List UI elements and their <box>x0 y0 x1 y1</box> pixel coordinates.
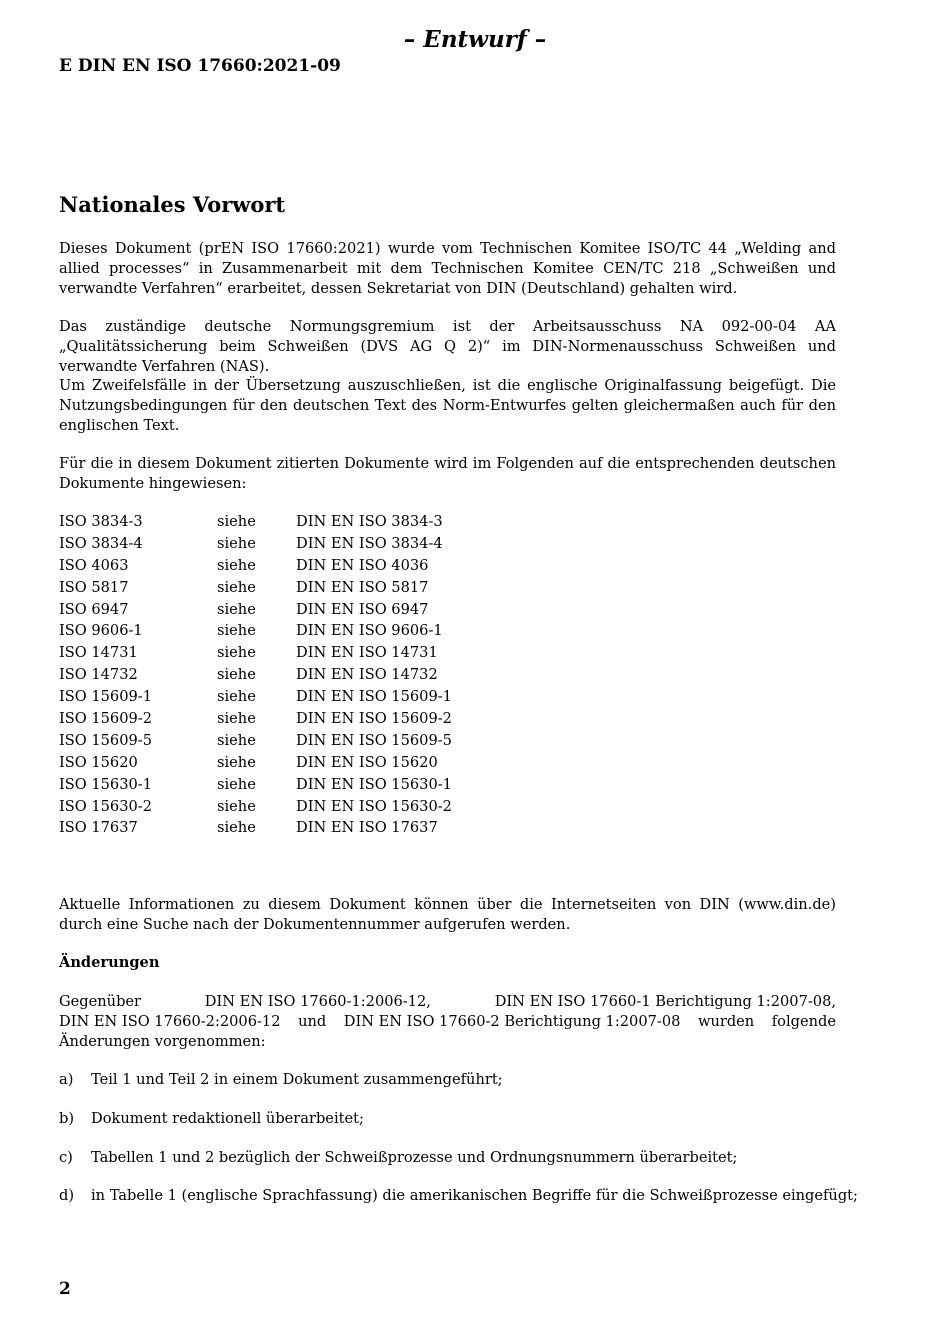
siehe-text: siehe <box>217 513 256 530</box>
list-label: c) <box>59 1149 73 1166</box>
list-text: in Tabelle 1 (englische Sprachfassung) die amerikanischen Begriffe für die Schweißprozesse eingefügt; <box>91 1187 858 1204</box>
siehe-text: siehe <box>217 775 256 793</box>
list-label: a) <box>59 1071 74 1088</box>
reference-table <box>59 511 452 839</box>
intro-word: DIN EN ISO 17660-1:2006-12, <box>204 993 431 1010</box>
paragraph-committee: Dieses Dokument (prEN ISO 17660:2021) wurde vom Technischen Komitee ISO/TC 44 „Welding and allied processes“ in Zusammenarbeit mit dem Technischen Komitee CEN/TC 218 „Schweißen und verwandte Verfahren“ erarbeitet, dessen Sekretariat von DIN (Deutschland) gehalten wird. <box>59 240 836 297</box>
page-number: 2 <box>59 1279 71 1299</box>
din-ref: DIN EN ISO 15630-1 <box>296 775 452 793</box>
siehe-text: siehe <box>217 556 256 574</box>
table-row <box>59 642 452 664</box>
din-ref: DIN EN ISO 15620 <box>296 753 438 771</box>
table-row <box>59 817 452 839</box>
iso-ref: ISO 5817 <box>59 578 129 596</box>
iso-ref: ISO 3834-3 <box>59 513 143 530</box>
paragraph-references-intro: Für die in diesem Dokument zitierten Dokumente wird im Folgenden auf die entsprechenden deutschen Dokumente hingewiesen: <box>59 455 836 492</box>
table-row <box>59 555 452 577</box>
table-row <box>59 752 452 774</box>
din-ref: DIN EN ISO 15609-2 <box>296 710 452 728</box>
siehe-text: siehe <box>217 688 256 706</box>
paragraph-standards-body: Das zuständige deutsche Normungsgremium ist der Arbeitsausschuss NA 092-00-04 AA „Qualitätssicherung beim Schweißen (DVS AG Q 2)“ im DIN-Normenausschuss Schweißen und verwandte Verfahren (NAS). <box>59 318 836 375</box>
list-label: b) <box>59 1110 75 1127</box>
din-ref: DIN EN ISO 9606-1 <box>296 622 443 640</box>
intro-word: DIN EN ISO 17660-1 Berichtigung 1:2007-08, <box>494 993 836 1010</box>
list-item <box>59 1070 836 1090</box>
iso-ref: ISO 15630-2 <box>59 797 153 815</box>
list-item <box>59 1109 836 1129</box>
changes-intro <box>59 992 836 1052</box>
din-ref: DIN EN ISO 3834-4 <box>296 534 443 552</box>
table-row <box>59 686 452 708</box>
din-ref: DIN EN ISO 6947 <box>296 600 429 618</box>
table-row <box>59 511 452 533</box>
din-ref: DIN EN ISO 14731 <box>296 644 438 662</box>
iso-ref: ISO 14731 <box>59 644 138 662</box>
iso-ref: ISO 15630-1 <box>59 775 153 793</box>
siehe-text: siehe <box>217 819 256 837</box>
intro-word: DIN EN ISO 17660-2 Berichtigung 1:2007-08 <box>343 1013 681 1030</box>
siehe-text: siehe <box>217 600 256 618</box>
siehe-text: siehe <box>217 797 256 815</box>
din-ref: DIN EN ISO 15630-2 <box>296 797 452 815</box>
changes-heading: Änderungen <box>59 954 160 971</box>
iso-ref: ISO 4063 <box>59 556 129 574</box>
section-title: Nationales Vorwort <box>59 192 286 217</box>
draft-label: – Entwurf – <box>403 26 547 53</box>
intro-word: DIN EN ISO 17660-2:2006-12 <box>59 1013 281 1030</box>
din-ref: DIN EN ISO 15609-5 <box>296 731 452 749</box>
intro-word: wurden <box>697 1013 755 1030</box>
siehe-text: siehe <box>217 731 256 749</box>
iso-ref: ISO 15609-2 <box>59 710 153 728</box>
iso-ref: ISO 14732 <box>59 666 138 684</box>
siehe-text: siehe <box>217 534 256 552</box>
iso-ref: ISO 17637 <box>59 819 138 837</box>
list-item <box>59 1148 836 1168</box>
document-id: E DIN EN ISO 17660:2021-09 <box>59 56 341 76</box>
iso-ref: ISO 15609-1 <box>59 688 153 706</box>
table-row <box>59 620 452 642</box>
siehe-text: siehe <box>217 710 256 728</box>
table-row <box>59 708 452 730</box>
table-row <box>59 796 452 818</box>
din-ref: DIN EN ISO 14732 <box>296 666 438 684</box>
siehe-text: siehe <box>217 753 256 771</box>
list-text: Dokument redaktionell überarbeitet; <box>91 1110 364 1127</box>
table-row <box>59 730 452 752</box>
table-row <box>59 533 452 555</box>
siehe-text: siehe <box>217 644 256 662</box>
paragraph-din-info: Aktuelle Informationen zu diesem Dokument können über die Internetseiten von DIN (www.din.de) durch eine Suche nach der Dokumentennummer aufgerufen werden. <box>59 896 836 933</box>
iso-ref: ISO 15609-5 <box>59 731 153 749</box>
siehe-text: siehe <box>217 578 256 596</box>
din-ref: DIN EN ISO 17637 <box>296 819 438 837</box>
siehe-text: siehe <box>217 622 256 640</box>
din-ref: DIN EN ISO 4036 <box>296 556 429 574</box>
intro-word: Gegenüber <box>59 993 142 1010</box>
paragraph-translation: Um Zweifelsfälle in der Übersetzung auszuschließen, ist die englische Originalfassung beigefügt. Die Nutzungsbedingungen für den deutschen Text des Norm-Entwurfes gelten gleichermaßen auch für den englischen Text. <box>59 377 836 434</box>
table-row <box>59 664 452 686</box>
din-ref: DIN EN ISO 5817 <box>296 578 429 596</box>
iso-ref: ISO 3834-4 <box>59 534 143 552</box>
list-label: d) <box>59 1187 75 1204</box>
din-ref: DIN EN ISO 15609-1 <box>296 688 452 706</box>
iso-ref: ISO 6947 <box>59 600 129 618</box>
changes-intro-line <box>59 1012 836 1032</box>
list-text: Tabellen 1 und 2 bezüglich der Schweißprozesse und Ordnungsnummern überarbeitet; <box>91 1149 738 1166</box>
siehe-text: siehe <box>217 666 256 684</box>
intro-word: folgende <box>771 1013 836 1030</box>
iso-ref: ISO 15620 <box>59 753 138 771</box>
din-ref: DIN EN ISO 3834-3 <box>296 513 443 530</box>
list-text: Teil 1 und Teil 2 in einem Dokument zusammengeführt; <box>91 1071 503 1088</box>
intro-word: und <box>298 1013 327 1030</box>
table-row <box>59 577 452 599</box>
list-item <box>59 1186 858 1206</box>
changes-intro-line <box>59 992 836 1012</box>
changes-intro-line: Änderungen vorgenommen: <box>59 1033 266 1050</box>
table-row <box>59 774 452 796</box>
iso-ref: ISO 9606-1 <box>59 622 143 640</box>
table-row <box>59 599 452 621</box>
